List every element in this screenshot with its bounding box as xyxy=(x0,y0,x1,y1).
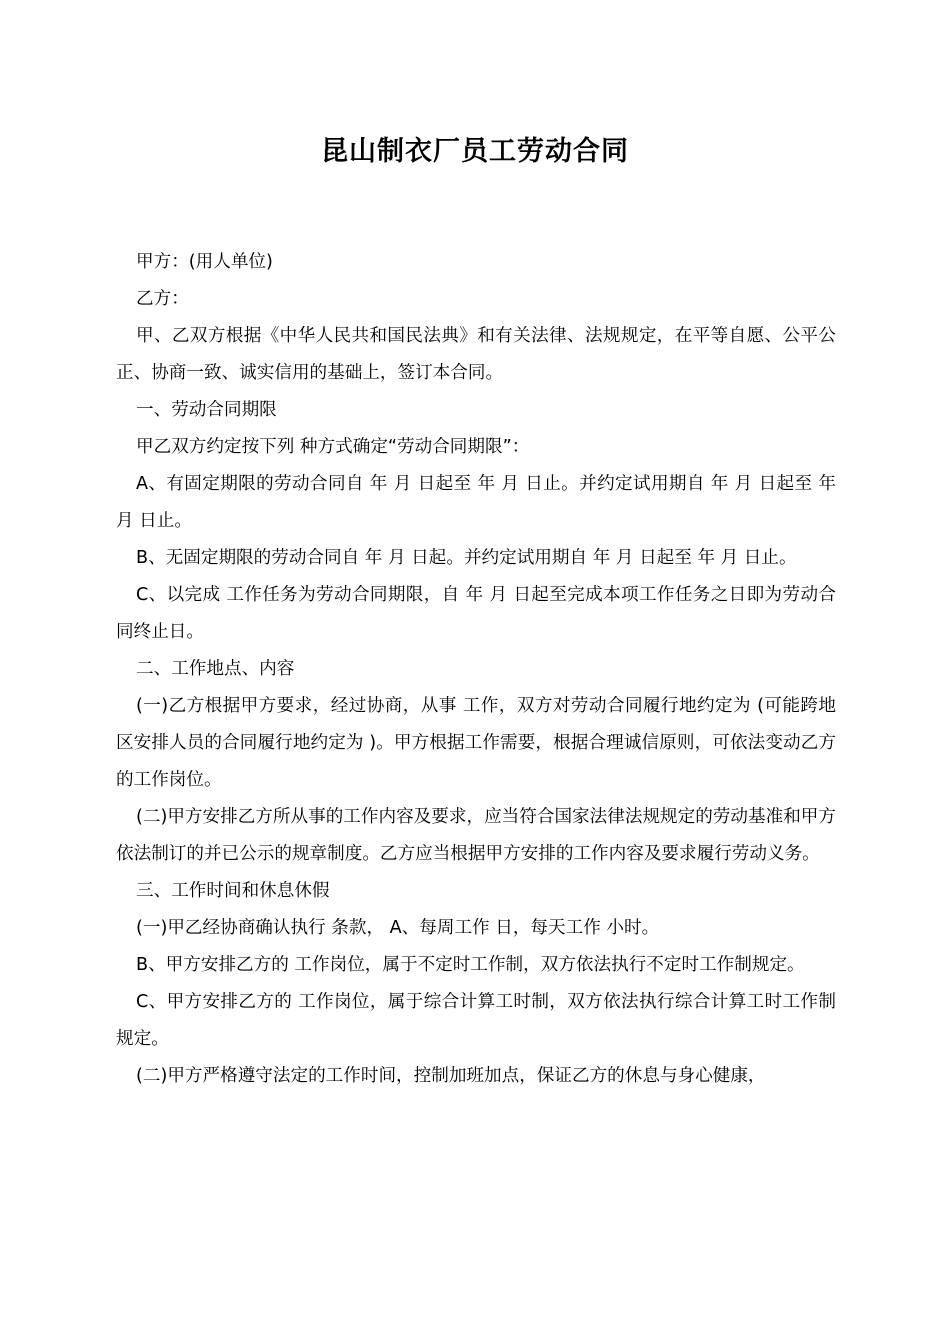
party-a-line: 甲方：(用人单位) xyxy=(136,252,273,272)
paragraph: A、有固定期限的劳动合同自 年 月 日起至 年 月 日止。并约定试用期自 年 月 日起至 年 月 日止。 xyxy=(116,474,836,531)
document-body xyxy=(116,244,836,1095)
paragraph: B、甲方安排乙方的 工作岗位，属于不定时工作制，双方依法执行不定时工作制规定。 xyxy=(136,955,805,975)
paragraph: (一)甲乙经协商确认执行 条款， A、每周工作 日，每天工作 小时。 xyxy=(136,918,660,938)
party-b-line: 乙方： xyxy=(136,289,189,309)
paragraph: C、以完成 工作任务为劳动合同期限，自 年 月 日起至完成本项工作任务之日即为劳动合同终止日。 xyxy=(116,585,836,642)
paragraph: C、甲方安排乙方的 工作岗位，属于综合计算工时制，双方依法执行综合计算工时工作制规定。 xyxy=(116,992,836,1049)
paragraph: (二)甲方严格遵守法定的工作时间，控制加班加点，保证乙方的休息与身心健康， xyxy=(136,1066,766,1086)
paragraph: (二)甲方安排乙方所从事的工作内容及要求，应当符合国家法律法规规定的劳动基准和甲方依法制订的并已公示的规章制度。乙方应当根据甲方安排的工作内容及要求履行劳动义务。 xyxy=(116,807,836,864)
section-heading-working-hours: 三、工作时间和休息休假 xyxy=(136,881,330,901)
section-heading-work-location: 二、工作地点、内容 xyxy=(136,659,295,679)
paragraph: (一)乙方根据甲方要求，经过协商，从事 工作，双方对劳动合同履行地约定为 (可能跨地区安排人员的合同履行地约定为 )。甲方根据工作需要，根据合理诚信原则，可依法变动乙方的工作岗位。 xyxy=(116,696,836,790)
preamble-paragraph: 甲、乙双方根据《中华人民共和国民法典》和有关法律、法规规定，在平等自愿、公平公正、协商一致、诚实信用的基础上，签订本合同。 xyxy=(116,326,836,383)
paragraph: B、无固定期限的劳动合同自 年 月 日起。并约定试用期自 年 月 日起至 年 月 日止。 xyxy=(136,548,797,568)
section-heading-contract-term: 一、劳动合同期限 xyxy=(136,400,277,420)
document-title: 昆山制衣厂员工劳动合同 xyxy=(321,136,629,167)
paragraph: 甲乙双方约定按下列 种方式确定“劳动合同期限”： xyxy=(136,437,530,457)
